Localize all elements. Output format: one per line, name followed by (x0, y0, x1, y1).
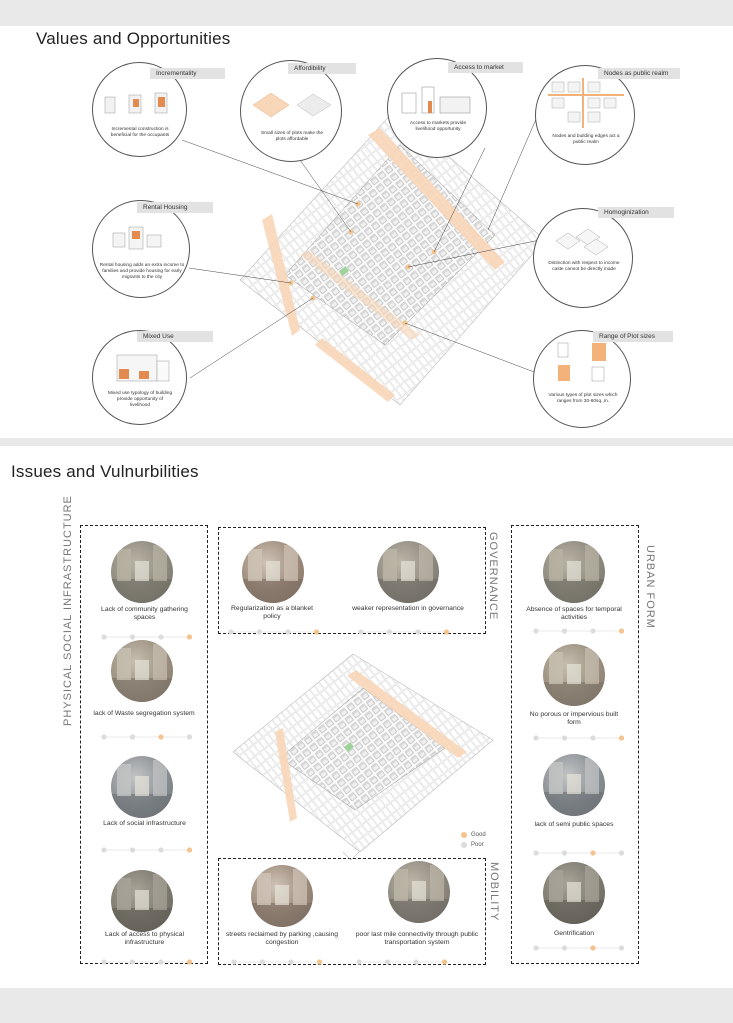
issues-section-title: Issues and Vulnurbilities (11, 462, 199, 481)
value-circle-plots (533, 330, 631, 428)
homog-illustration (550, 223, 618, 257)
issue-caption: weaker representation in governance (352, 605, 464, 612)
rating-dot (619, 945, 624, 950)
value-tag-affordability: Affordibility (288, 63, 356, 74)
value-tag-access: Access to market (448, 62, 523, 73)
issue-rating (101, 733, 193, 741)
value-circle-affordability (240, 60, 342, 162)
rating-dot (130, 847, 135, 852)
issue-rating (101, 958, 193, 966)
label-urban-form: URBAN FORM (644, 545, 656, 629)
issue-photo (242, 541, 304, 603)
rating-dot (130, 734, 135, 739)
rating-dot (130, 959, 135, 964)
value-tag-incrementality: Incrementality (150, 68, 225, 79)
label-mobility: MOBILITY (488, 862, 500, 922)
issue-photo (543, 541, 605, 603)
rating-dot (101, 634, 106, 639)
value-circle-mixed (92, 330, 187, 425)
issue-caption: Lack of community gathering spaces (101, 606, 188, 621)
issue-rating (533, 944, 625, 952)
value-text-access: Access to markets provide livelihood opportunity (409, 121, 467, 132)
value-tag-homog: Homoginization (598, 207, 674, 218)
value-text-nodes: Nodes and building edges act a public realm (552, 134, 620, 145)
value-tag-plots: Range of Plot sizes (593, 331, 673, 342)
values-section-title: Values and Opportunities (36, 29, 231, 48)
issue-caption: Absence of spaces for temporal activities (526, 606, 622, 621)
issue-caption: No porous or impervious built form (529, 711, 619, 726)
value-text-mixed: Mixed use typology of building provide opportunity of livelihood (107, 391, 173, 408)
rating-dot (158, 959, 163, 964)
rating-dot (533, 628, 538, 633)
rating-dot (444, 629, 449, 634)
legend-dots (459, 830, 469, 850)
rating-dot (187, 734, 192, 739)
rating-dot (619, 628, 624, 633)
legend-poor-label: Poor (471, 842, 484, 848)
rating-dot (187, 634, 192, 639)
rating-dot (562, 735, 567, 740)
incrementality-illustration (103, 91, 178, 119)
issue-rating (533, 849, 625, 857)
issue-photo (251, 865, 313, 927)
issue-caption: Lack of access to physical infrastructure (105, 931, 184, 946)
issue-caption: lack of semi public spaces (534, 821, 614, 828)
issues-site-map (225, 640, 500, 860)
issue-rating (533, 627, 625, 635)
rating-dot (101, 959, 106, 964)
legend-good-label: Good (471, 832, 486, 838)
issue-caption: streets reclaimed by parking ,causing congestion (225, 931, 339, 946)
rating-dot (533, 850, 538, 855)
rating-dot (317, 959, 322, 964)
mixed-illustration (109, 351, 175, 387)
issue-rating (358, 628, 450, 636)
issue-photo (111, 756, 173, 818)
issue-rating (231, 958, 323, 966)
rating-dot (590, 628, 595, 633)
value-tag-rental: Rental Housing (137, 202, 213, 213)
issue-caption: Gentrification (553, 930, 595, 937)
label-governance: GOVERNANCE (487, 532, 499, 621)
value-text-affordability: Small sizes of plots make the plots affordable (260, 131, 324, 142)
value-circle-rental (92, 200, 190, 298)
affordability-illustration (249, 89, 335, 119)
issue-rating (228, 628, 320, 636)
rating-dot (442, 959, 447, 964)
rating-dot (562, 945, 567, 950)
value-circle-access (387, 58, 487, 158)
rating-dot (415, 629, 420, 634)
middle-band (0, 438, 733, 446)
legend-poor-dot (461, 842, 467, 848)
rating-dot (562, 628, 567, 633)
rating-dot (130, 634, 135, 639)
value-circle-nodes (535, 65, 635, 165)
rating-dot (187, 959, 192, 964)
access-illustration (400, 83, 476, 115)
issue-photo (111, 870, 173, 932)
value-text-homog: Distinction with respect to income caste cannot be directly made (548, 261, 620, 272)
rating-dot (187, 847, 192, 852)
rating-dot (101, 847, 106, 852)
rating-dot (562, 850, 567, 855)
rating-dot (590, 945, 595, 950)
rating-dot (387, 629, 392, 634)
rating-dot (619, 735, 624, 740)
rating-dot (533, 945, 538, 950)
rating-dot (533, 735, 538, 740)
plots-illustration (556, 341, 612, 385)
issue-rating (101, 846, 193, 854)
rental-illustration (109, 223, 175, 253)
rating-dot (257, 629, 262, 634)
value-text-incrementality: Incremental construction is beneficial for the occupants (110, 127, 170, 138)
rating-dot (358, 629, 363, 634)
issue-caption: Regularization as a blanket policy (231, 605, 313, 620)
issue-photo (111, 640, 173, 702)
rating-dot (231, 959, 236, 964)
issue-photo (543, 644, 605, 706)
value-circle-homog (533, 208, 633, 308)
issue-photo (543, 862, 605, 924)
label-physical-social: PHYSICAL SOCIAL INFRASTRUCTURE (62, 495, 74, 726)
value-text-plots: Various types of plot sizes which ranges from 30-60sq.,m. (548, 393, 618, 404)
issue-caption: lack of Waste segregation system (93, 710, 195, 717)
rating-dot (590, 735, 595, 740)
top-band (0, 0, 733, 26)
rating-dot (260, 959, 265, 964)
rating-dot (356, 959, 361, 964)
rating-dot (158, 734, 163, 739)
value-text-rental: Rental housing adds an extra income to families and provide housing for early migrants to the city (99, 263, 185, 280)
nodes-illustration (548, 78, 624, 128)
issue-photo (388, 861, 450, 923)
leader-nodes (488, 110, 540, 230)
issue-caption: Lack of social infrastructure (103, 820, 186, 827)
rating-dot (285, 629, 290, 634)
rating-dot (158, 847, 163, 852)
rating-dot (288, 959, 293, 964)
issue-caption: poor last mile connectivity through public transportation system (355, 931, 479, 946)
rating-dot (228, 629, 233, 634)
rating-dot (314, 629, 319, 634)
issue-rating (533, 734, 625, 742)
issue-photo (111, 541, 173, 603)
bottom-band (0, 988, 733, 1023)
issue-photo (543, 754, 605, 816)
rating-dot (101, 734, 106, 739)
rating-dot (158, 634, 163, 639)
rating-dot (385, 959, 390, 964)
rating-dot (590, 850, 595, 855)
value-tag-mixed: Mixed Use (137, 331, 213, 342)
legend-good-dot (461, 832, 467, 838)
issue-photo (377, 541, 439, 603)
rating-dot (619, 850, 624, 855)
value-tag-nodes: Nodes as public realm (598, 68, 680, 79)
issue-rating (356, 958, 448, 966)
rating-dot (413, 959, 418, 964)
